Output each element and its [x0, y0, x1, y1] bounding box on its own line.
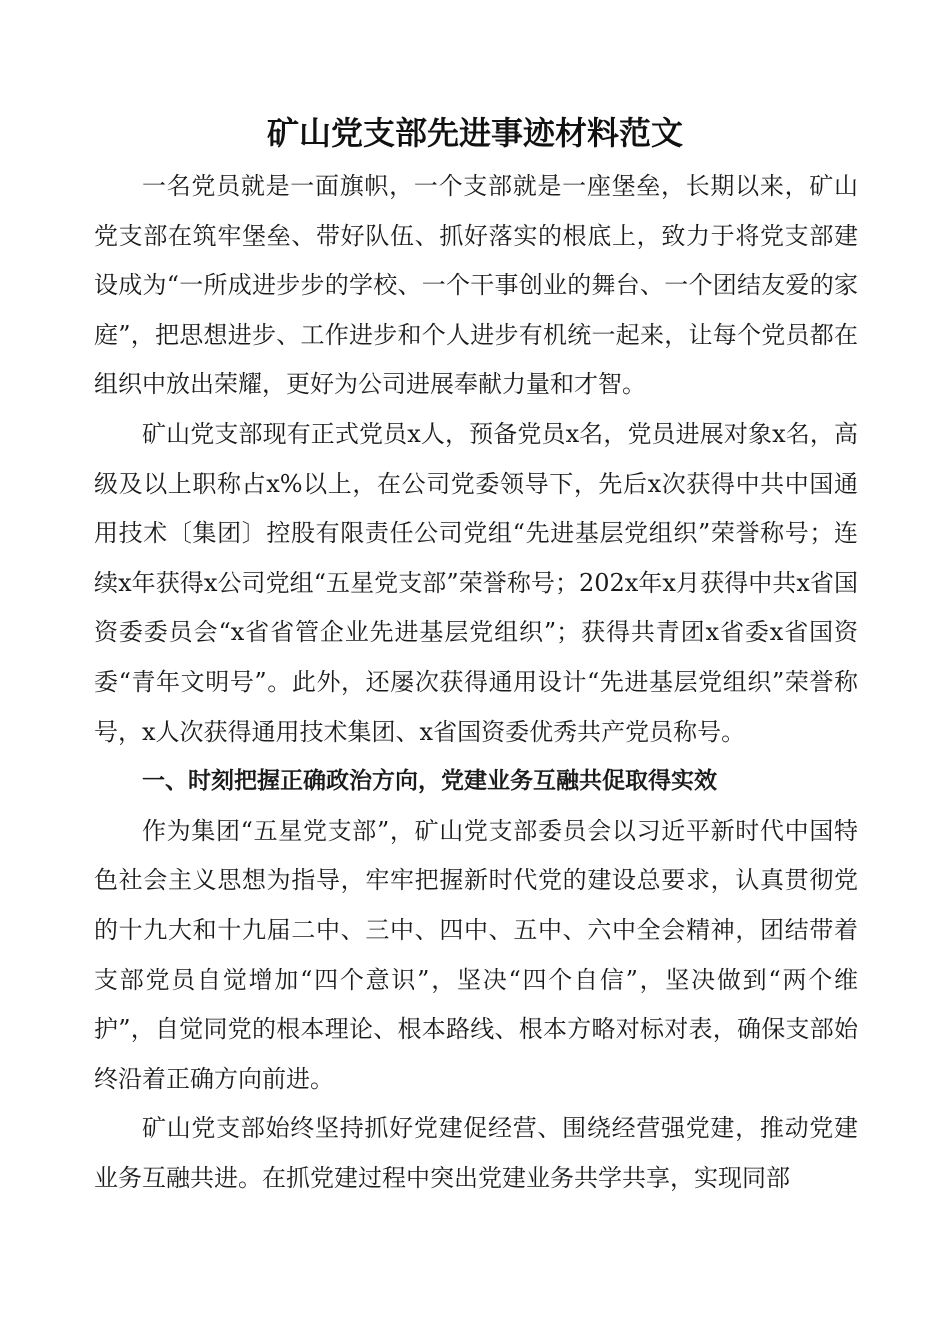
intro-paragraph: 一名党员就是一面旗帜，一个支部就是一座堡垒，长期以来，矿山党支部在筑牢堡垒、带好队伍、抓好落实的根底上，致力于将党支部建设成为“一所成进步步的学校、一个干事创业的舞台、一个团结友爱的家庭”，把思想进步、工作进步和个人进步有机统一起来，让每个党员都在组织中放出荣耀，更好为公司进展奉献力量和才智。	[94, 172, 858, 399]
section-heading: 一、时刻把握正确政治方向，党建业务互融共促取得实效	[142, 768, 717, 795]
document-title: 矿山党支部先进事迹材料范文	[266, 114, 683, 152]
document-body	[94, 162, 858, 1203]
section-paragraph-1: 作为集团“五星党支部”，矿山党支部委员会以习近平新时代中国特色社会主义思想为指导，牢牢把握新时代党的建设总要求，认真贯彻党的十九大和十九届二中、三中、四中、五中、六中全会精神，团结带着支部党员自觉增加“四个意识”，坚决“四个自信”，坚决做到“两个维护”，自觉同党的根本理论、根本路线、根本方略对标对表，确保支部始终沿着正确方向前进。	[94, 816, 858, 1093]
section-paragraph-2: 矿山党支部始终坚持抓好党建促经营、围绕经营强党建，推动党建业务互融共进。在抓党建过程中突出党建业务共学共享，实现同部	[94, 1114, 858, 1192]
overview-paragraph: 矿山党支部现有正式党员x人，预备党员x名，党员进展对象x名，高级及以上职称占x%以上，在公司党委领导下，先后x次获得中共中国通用技术〔集团〕控股有限责任公司党组“先进基层党组织”荣誉称号；连续x年获得x公司党组“五星党支部”荣誉称号；202x年x月获得中共x省国资委委员会“x省省管企业先进基层党组织”；获得共青团x省委x省国资委“青年文明号”。此外，还屡次获得通用设计“先进基层党组织”荣誉称号，x人次获得通用技术集团、x省国资委优秀共产党员称号。	[94, 419, 858, 746]
